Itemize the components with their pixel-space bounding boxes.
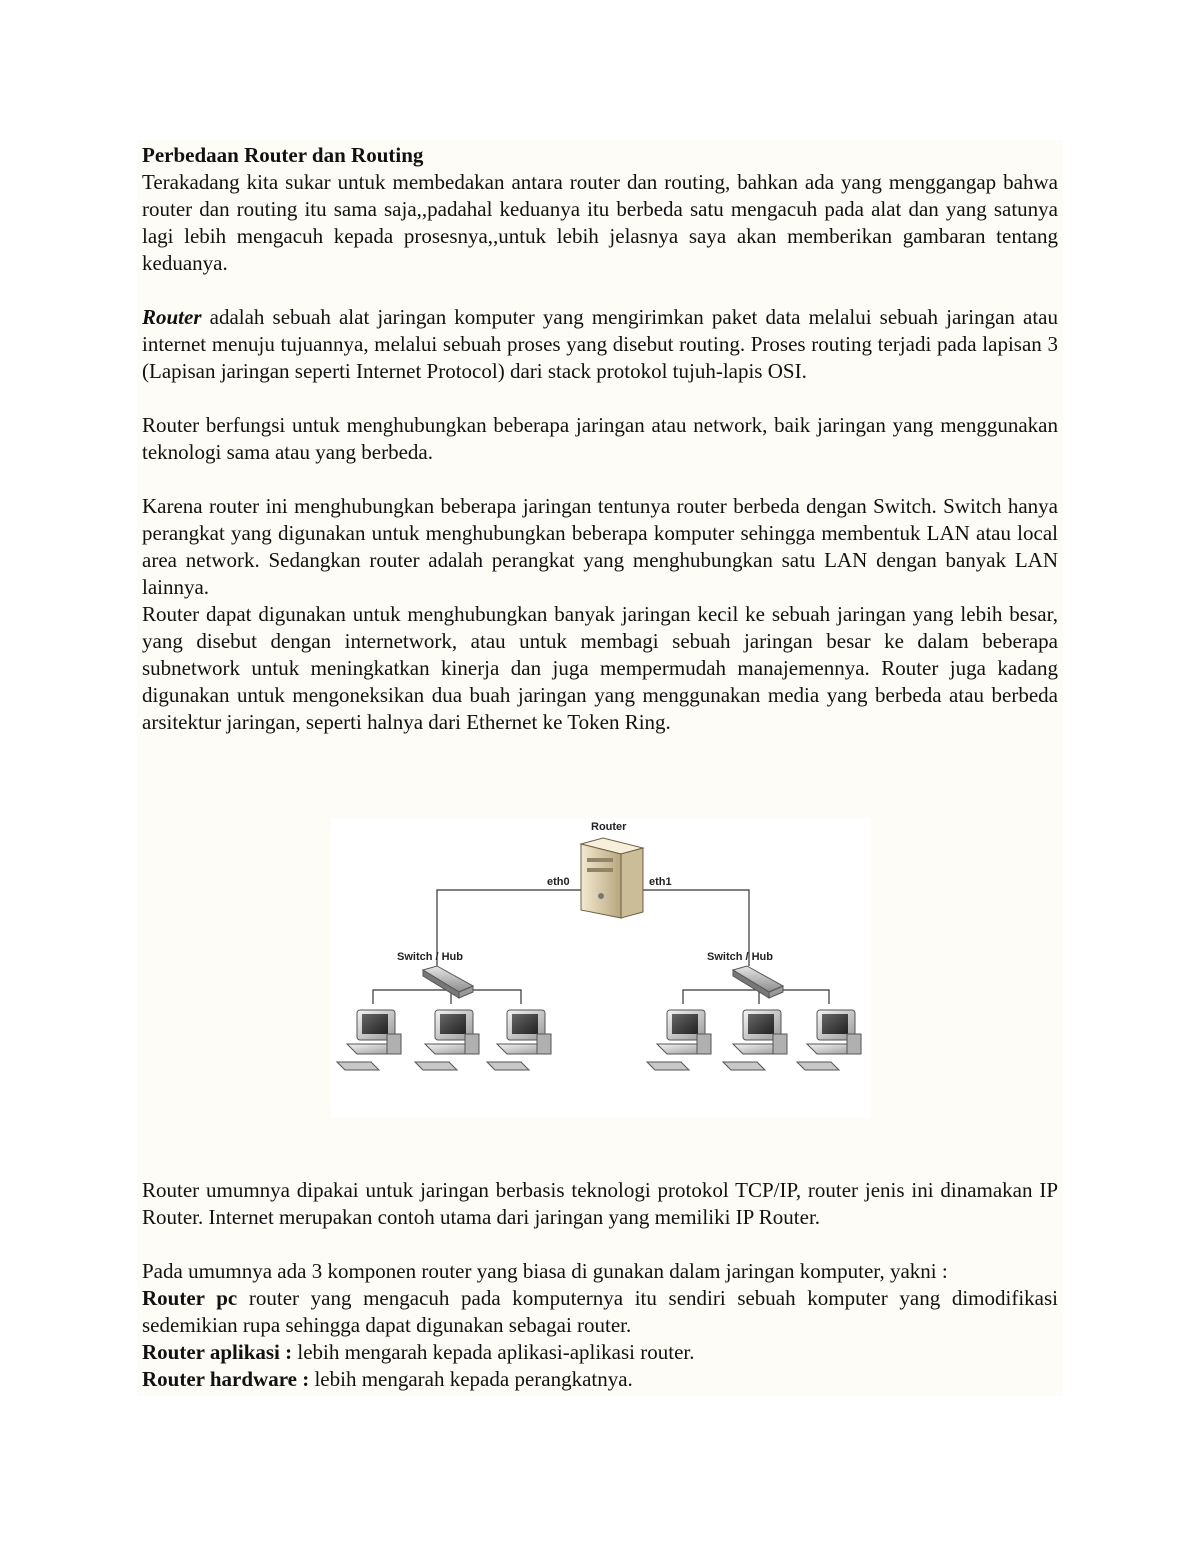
component-item — [142, 1285, 1058, 1339]
text-bottom — [142, 1177, 1058, 1393]
network-diagram-svg — [331, 818, 871, 1118]
router-term: Router — [142, 305, 202, 329]
component-desc: router yang mengacuh pada komputernya itu sendiri sebuah komputer yang dimodifikasi sedemikian rupa sehingga dapat digunakan sebagai router. — [142, 1286, 1058, 1337]
component-desc: lebih mengarah kepada perangkatnya. — [309, 1367, 633, 1391]
eth1-label: eth1 — [649, 876, 672, 888]
component-item — [142, 1366, 1058, 1393]
component-term: Router hardware : — [142, 1367, 310, 1391]
computer-icon — [797, 1010, 861, 1070]
document-title: Perbedaan Router dan Routing — [142, 143, 424, 167]
computer-icon — [415, 1010, 479, 1070]
component-item — [142, 1339, 1058, 1366]
document-page — [137, 140, 1063, 1396]
component-desc: lebih mengarah kepada aplikasi-aplikasi router. — [292, 1340, 695, 1364]
text-top — [142, 142, 1058, 736]
paragraph-intro: Terakadang kita sukar untuk membedakan antara router dan routing, bahkan ada yang menggangap bahwa router dan routing itu sama saja,,padahal keduanya itu berbeda satu mengacuh pada alat dan yang satunya lagi lebih mengacuh kepada prosesnya,,untuk lebih jelasnya saya akan memberikan gambaran tentang keduanya. — [142, 170, 1058, 275]
computer-icon — [647, 1010, 711, 1070]
switch-left-label: Switch / Hub — [397, 951, 463, 963]
paragraph-router-function: Router berfungsi untuk menghubungkan beberapa jaringan atau network, baik jaringan yang menggunakan teknologi sama atau yang berbeda. — [142, 413, 1058, 464]
switch-left-icon — [423, 966, 473, 998]
computer-icon — [337, 1010, 401, 1070]
switch-right-icon — [733, 966, 783, 998]
network-diagram — [331, 818, 871, 1118]
paragraph-ip-router: Router umumnya dipakai untuk jaringan berbasis teknologi protokol TCP/IP, router jenis ini dinamakan IP Router. Internet merupakan contoh utama dari jaringan yang memiliki IP Router. — [142, 1178, 1058, 1229]
paragraph-components-intro: Pada umumnya ada 3 komponen router yang biasa di gunakan dalam jaringan komputer, yakni : — [142, 1259, 948, 1283]
paragraph-router-vs-switch: Karena router ini menghubungkan beberapa jaringan tentunya router berbeda dengan Switch. Switch hanya perangkat yang digunakan untuk menghubungkan beberapa komputer sehingga membentuk LAN atau local area network. Sedangkan router adalah perangkat yang menghubungkan satu LAN dengan banyak LAN lainnya. — [142, 494, 1058, 599]
eth0-label: eth0 — [547, 876, 570, 888]
computer-icon — [723, 1010, 787, 1070]
computer-icon — [487, 1010, 551, 1070]
router-icon — [581, 838, 643, 918]
router-definition-text: adalah sebuah alat jaringan komputer yang mengirimkan paket data melalui sebuah jaringan atau internet menuju tujuannya, melalui sebuah proses yang disebut routing. Proses routing terjadi pada lapisan 3 (Lapisan jaringan seperti Internet Protocol) dari stack protokol tujuh-lapis OSI. — [142, 305, 1058, 383]
paragraph-router-definition — [142, 304, 1058, 385]
router-label: Router — [591, 821, 627, 833]
component-term: Router pc — [142, 1286, 238, 1310]
paragraph-router-usage: Router dapat digunakan untuk menghubungkan banyak jaringan kecil ke sebuah jaringan yang lebih besar, yang disebut dengan internetwork, atau untuk membagi sebuah jaringan besar ke dalam beberapa subnetwork untuk meningkatkan kinerja dan juga mempermudah manajemennya. Router juga kadang digunakan untuk mengoneksikan dua buah jaringan yang menggunakan media yang berbeda atau berbeda arsitektur jaringan, seperti halnya dari Ethernet ke Token Ring. — [142, 602, 1058, 734]
switch-right-label: Switch / Hub — [707, 951, 773, 963]
component-term: Router aplikasi : — [142, 1340, 293, 1364]
